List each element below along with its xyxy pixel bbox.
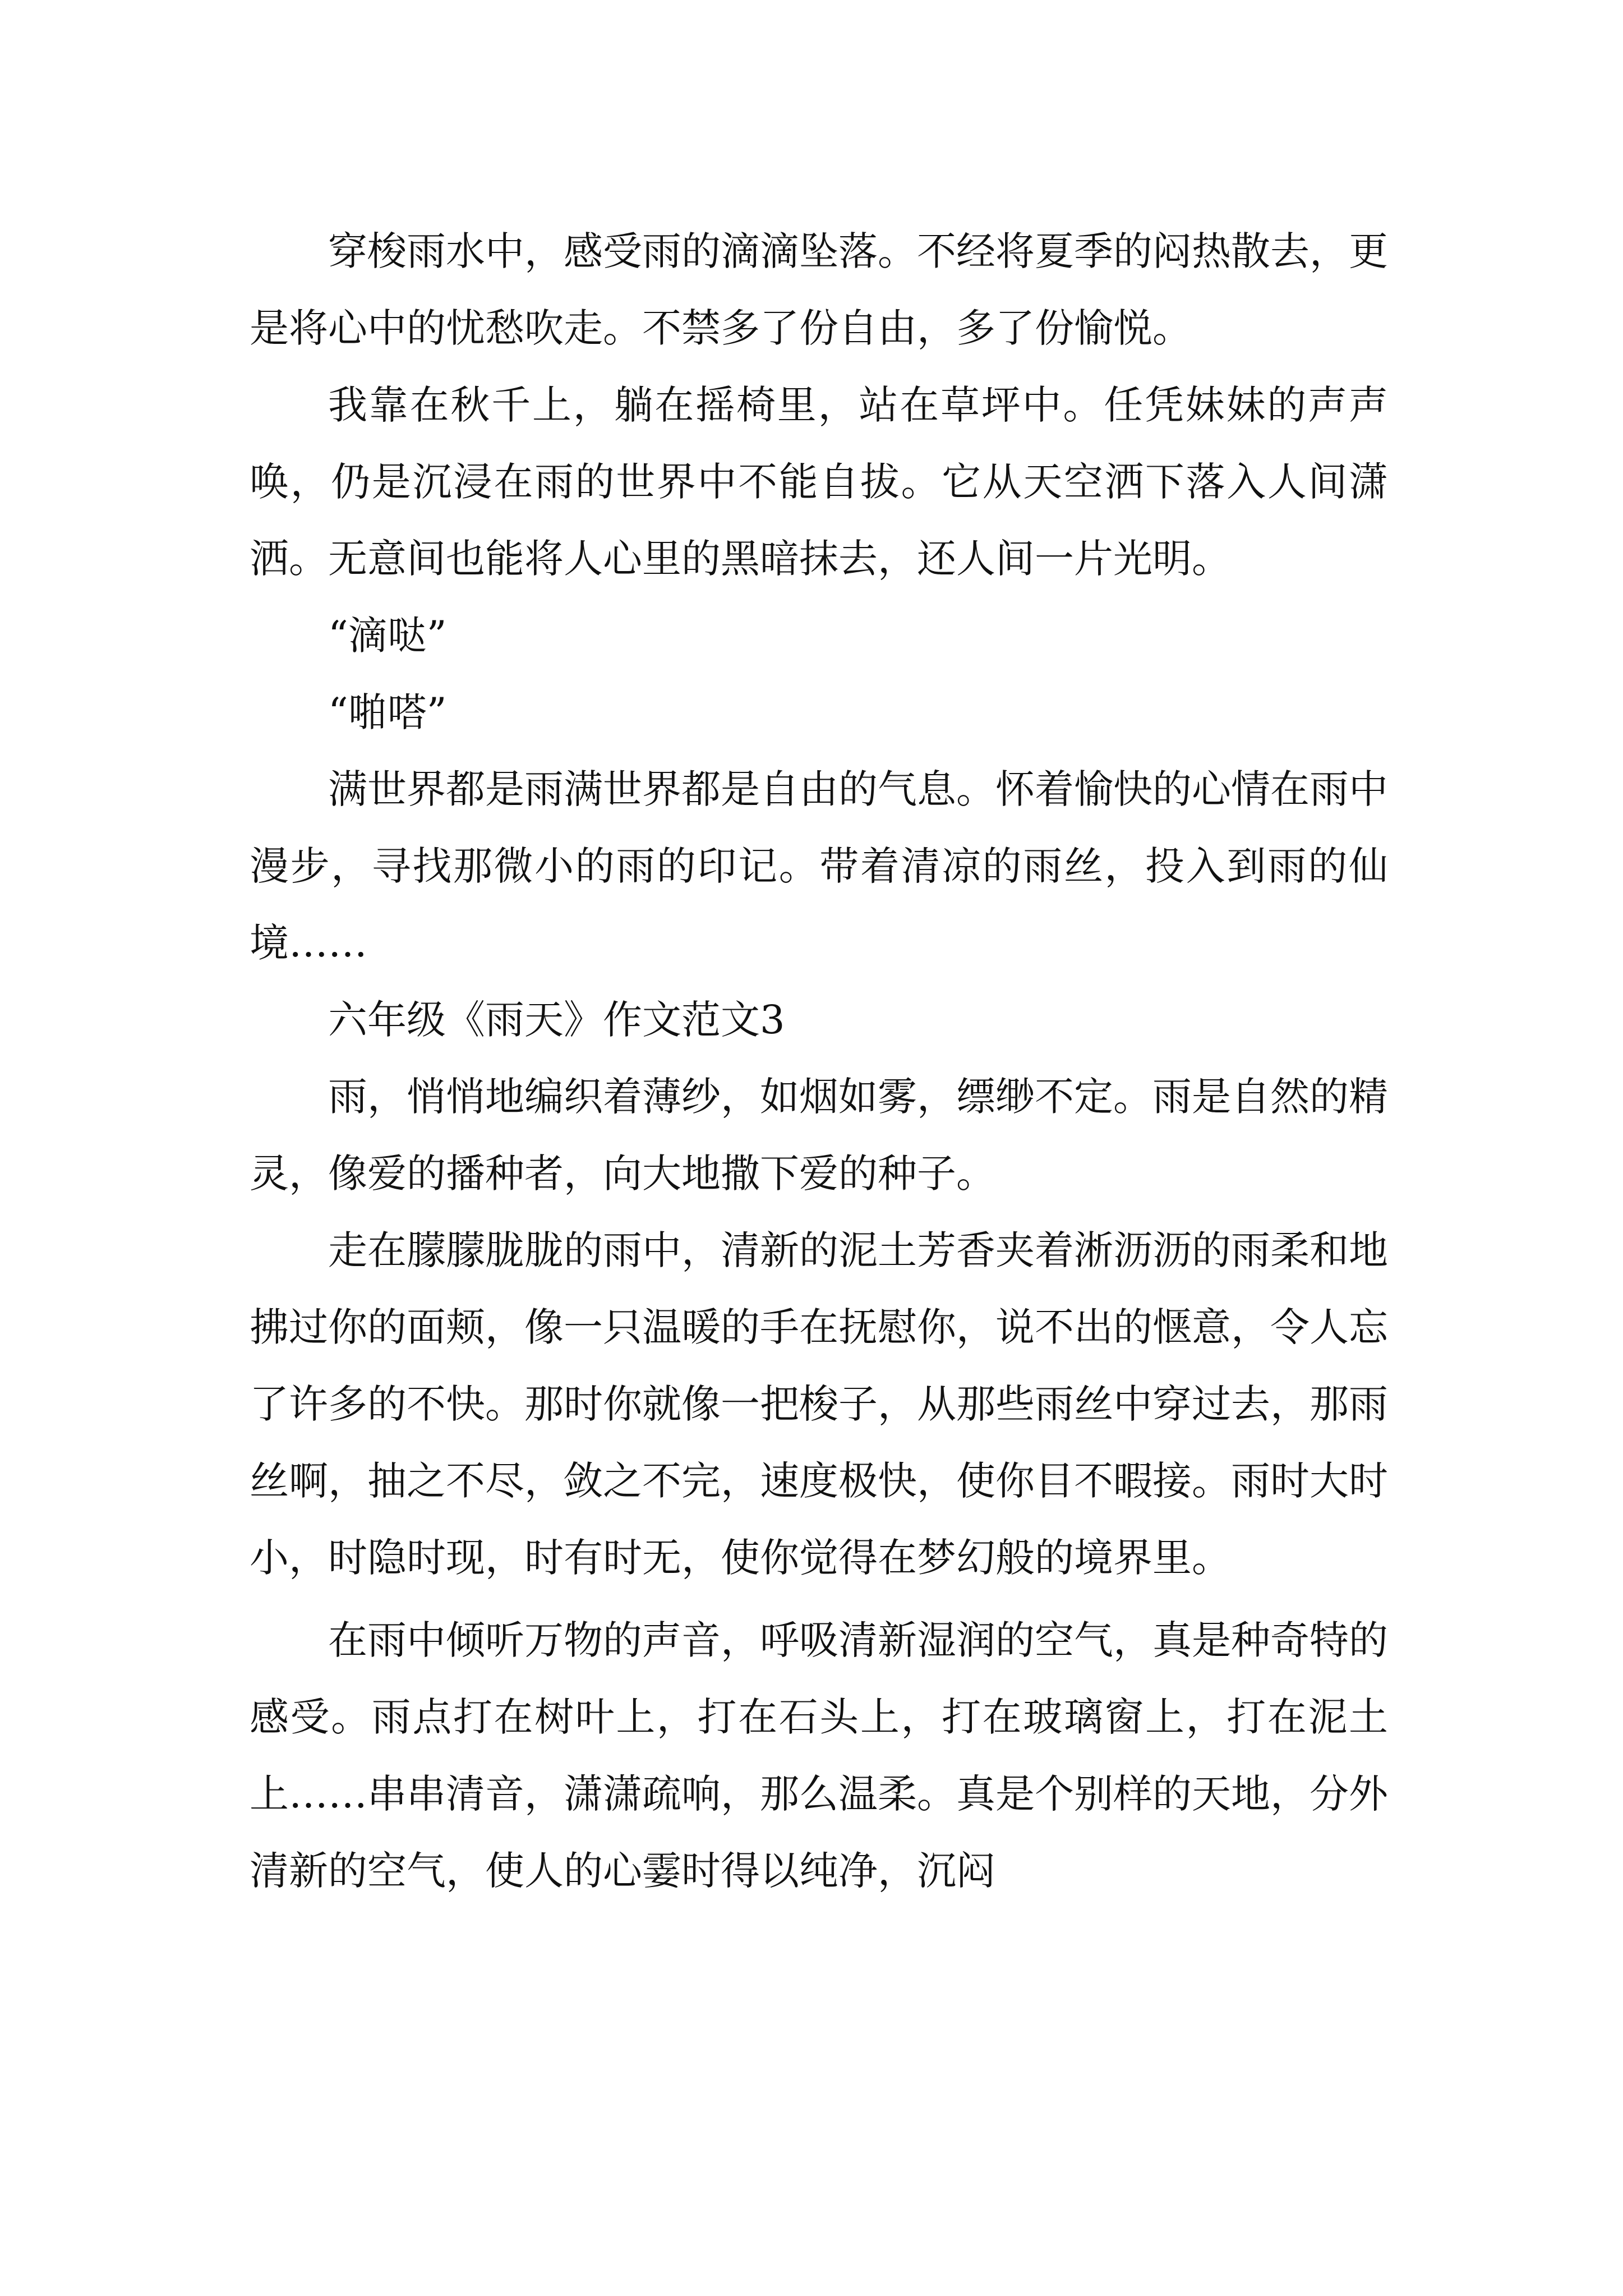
paragraph: “啪嗒” — [328, 689, 447, 735]
paragraph: 穿梭雨水中，感受雨的滴滴坠落。不经将夏季的闷热散去，更是将心中的忧愁吹走。不禁多了份自由，多了份愉悦。 — [250, 228, 1388, 351]
paragraph: 满世界都是雨满世界都是自由的气息。怀着愉快的心情在雨中漫步，寻找那微小的雨的印记。带着清凉的雨丝，投入到雨的仙境…… — [250, 766, 1388, 966]
paragraph: 雨，悄悄地编织着薄纱，如烟如雾，缥缈不定。雨是自然的精灵，像爱的播种者，向大地撒下爱的种子。 — [250, 1074, 1388, 1197]
paragraph: 在雨中倾听万物的声音，呼吸清新湿润的空气，真是种奇特的感受。雨点打在树叶上，打在石头上，打在玻璃窗上，打在泥土上……串串清音，潇潇疏响，那么温柔。真是个别样的天地，分外清新的空气，使人的心霎时得以纯净，沉闷 — [250, 1617, 1388, 1894]
paragraph: “滴哒” — [328, 613, 447, 659]
paragraph: 我靠在秋千上，躺在摇椅里，站在草坪中。任凭妹妹的声声唤，仍是沉浸在雨的世界中不能自拔。它从天空洒下落入人间潇洒。无意间也能将人心里的黑暗抹去，还人间一片光明。 — [250, 382, 1388, 582]
section-heading: 六年级《雨天》作文范文3 — [328, 997, 785, 1043]
paragraph: 走在朦朦胧胧的雨中，清新的泥土芳香夹着淅沥沥的雨柔和地拂过你的面颊，像一只温暖的手在抚慰你，说不出的惬意，令人忘了许多的不快。那时你就像一把梭子，从那些雨丝中穿过去，那雨丝啊，抽之不尽，敛之不完，速度极快，使你目不暇接。雨时大时小，时隐时现，时有时无，使你觉得在梦幻般的境界里。 — [250, 1227, 1388, 1581]
document-page — [250, 213, 1388, 1910]
